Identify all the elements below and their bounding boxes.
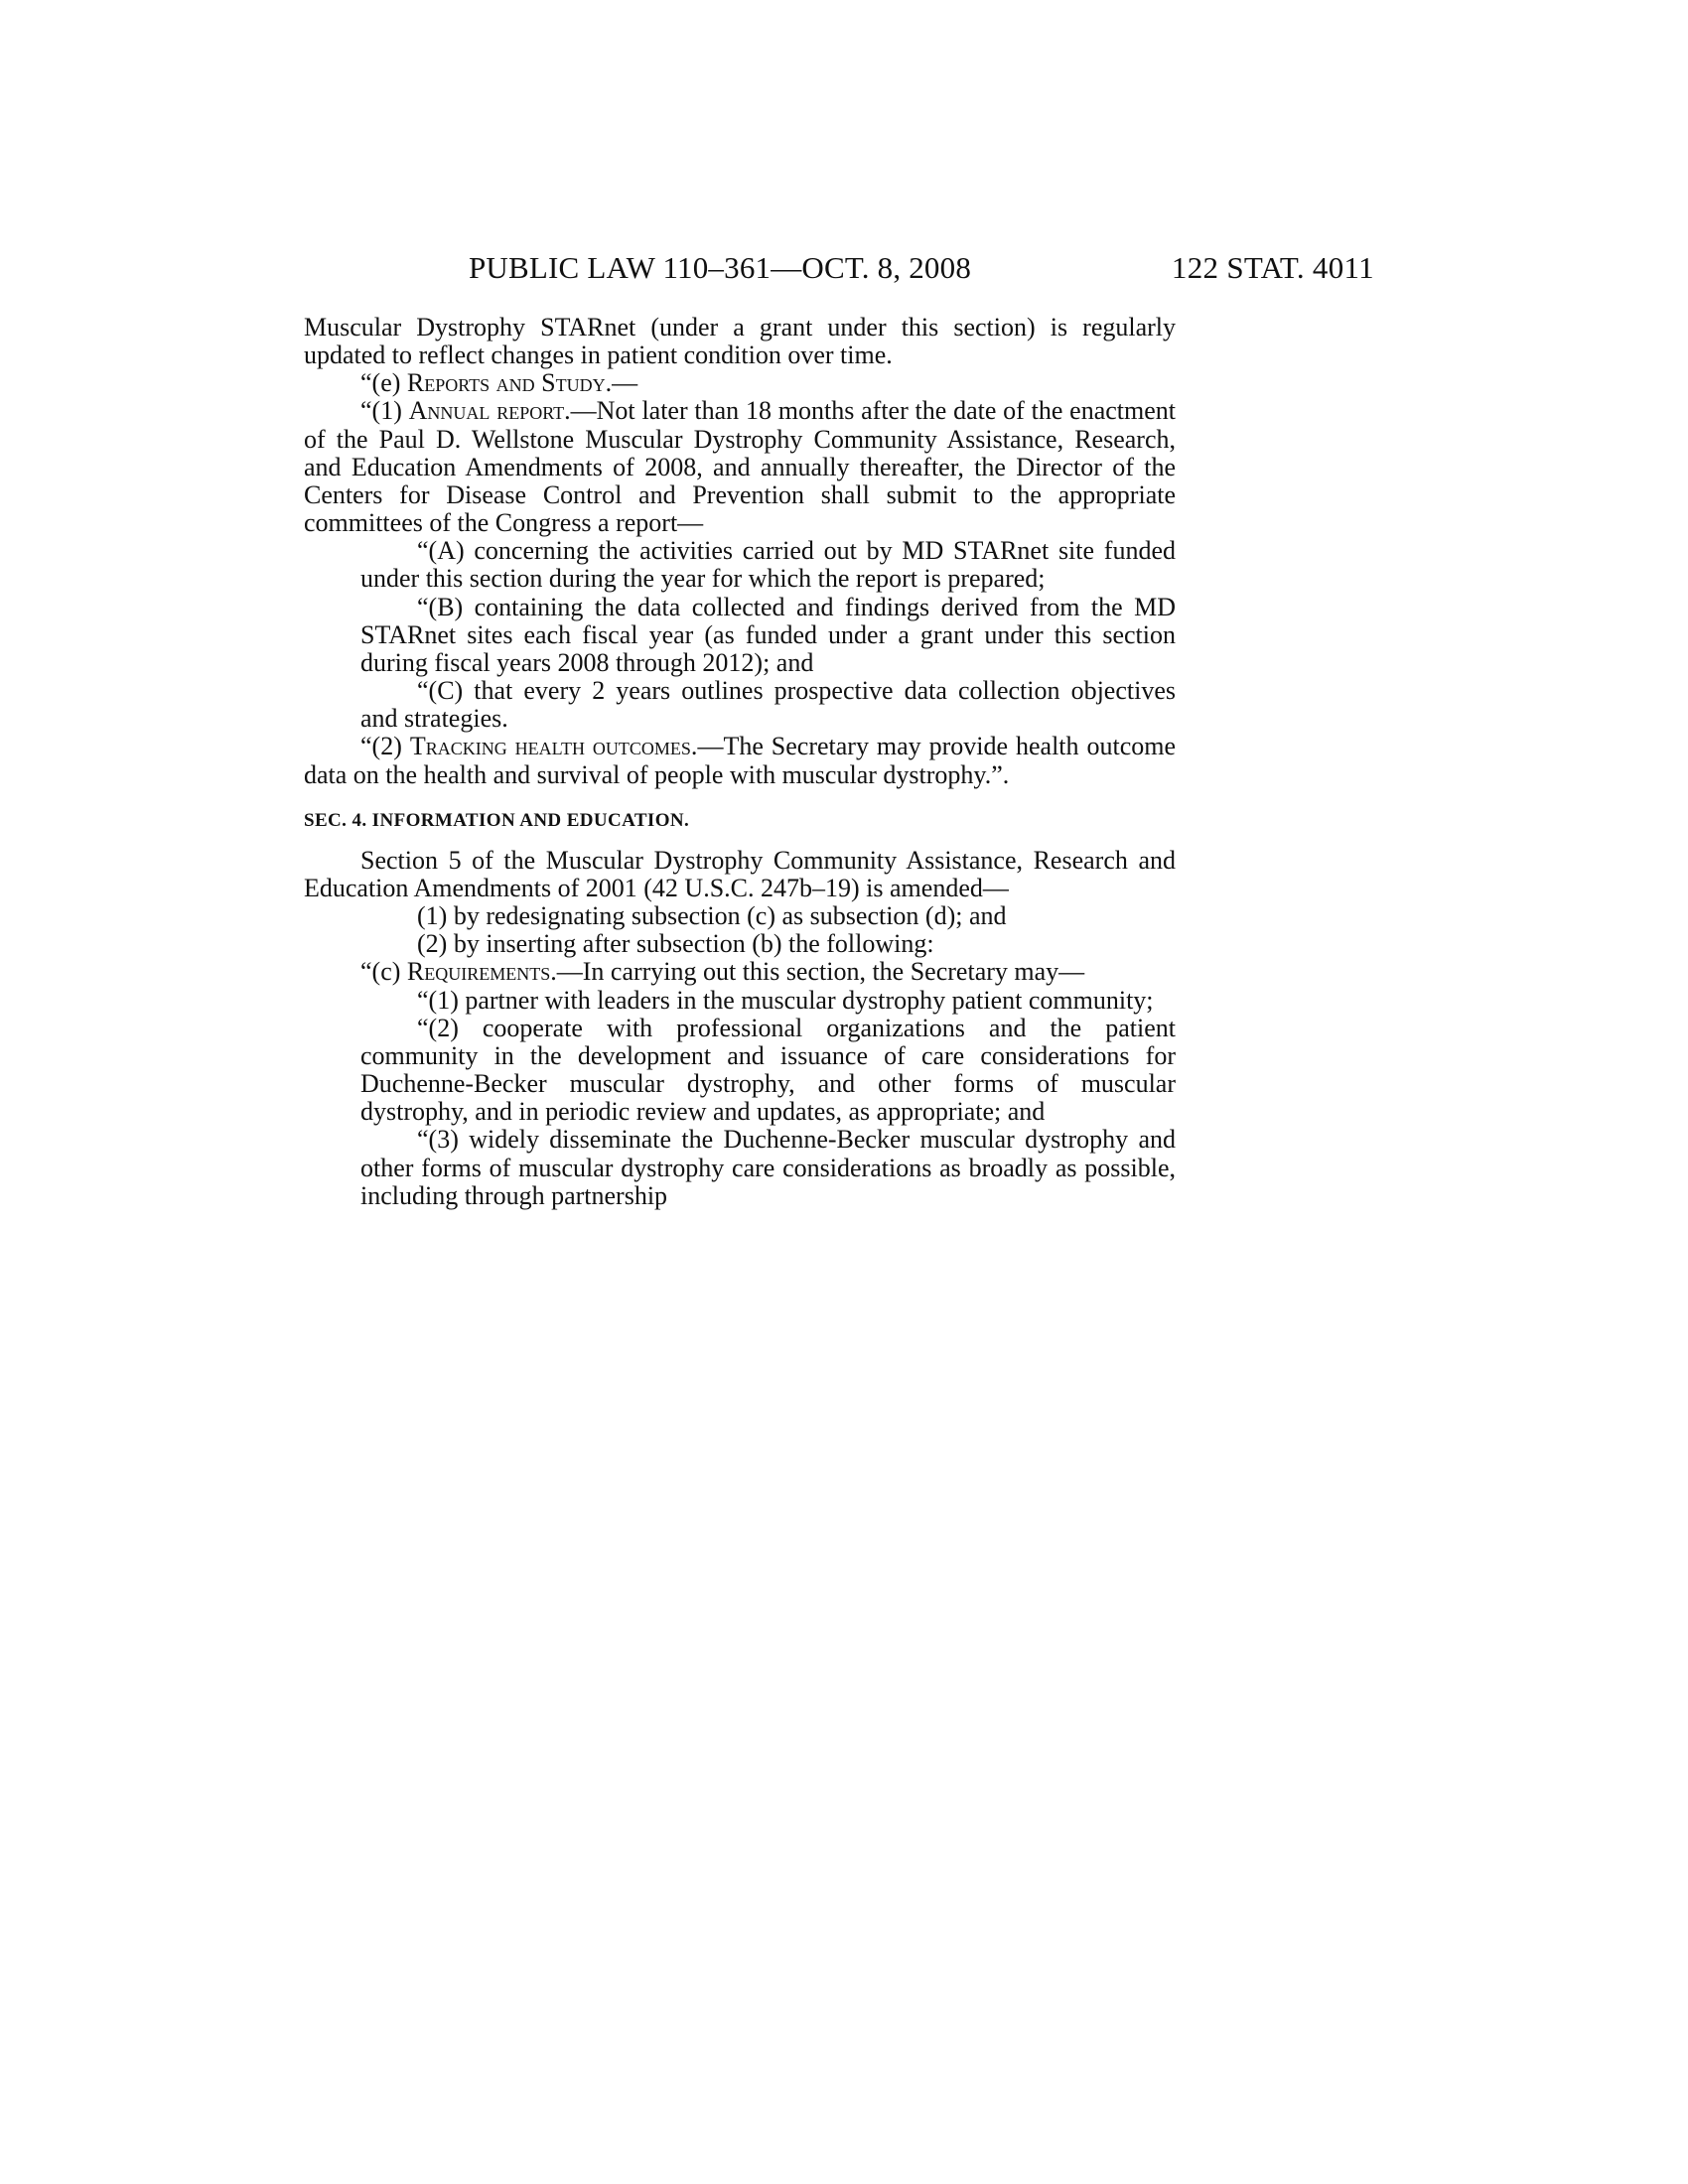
paragraph-c2: “(2) cooperate with professional organizations and the patient community in the development and issuance of care considerations for Duchenne-Becker muscular dystrophy, and other forms of muscular dystrophy, and in periodic review and updates, as appropriate; and	[360, 1013, 1176, 1127]
running-head: PUBLIC LAW 110–361—OCT. 8, 2008	[468, 250, 972, 285]
subparagraph-e1c: “(C) that every 2 years outlines prospective data collection objectives and strategies.	[360, 676, 1176, 734]
subsection-c-text: —In carrying out this section, the Secretary may—	[556, 957, 1085, 987]
subsection-c-open: “(c)	[360, 957, 407, 987]
paragraph-e1-label: Annual report.	[408, 396, 571, 426]
section-4-item-2: (2) by inserting after subsection (b) the following:	[417, 929, 934, 959]
section-4-intro: Section 5 of the Muscular Dystrophy Community Assistance, Research and Education Amendments of 2001 (42 U.S.C. 247b–19) is amended—	[304, 845, 1176, 902]
paragraph-e2	[304, 733, 1176, 788]
paragraph-e2-text: —The Secretary may provide health outcome data on the health and survival of people with muscular dystrophy.”.	[304, 732, 1176, 789]
paragraph-e1	[304, 397, 1176, 537]
stat-page-number: 122 STAT. 4011	[1171, 250, 1374, 285]
paragraph-e2-label: Tracking health outcomes.	[409, 732, 698, 761]
subsection-e-dash: —	[612, 368, 638, 398]
subsection-e-heading	[304, 369, 1176, 397]
running-header	[429, 250, 1374, 290]
section-4-heading: SEC. 4. INFORMATION AND EDUCATION.	[304, 809, 690, 831]
paragraph-continuation: Muscular Dystrophy STARnet (under a grant under this section) is regularly updated to reflect changes in patient condition over time.	[304, 313, 1176, 370]
paragraph-e2-open: “(2)	[360, 732, 410, 761]
paragraph-e1-open: “(1)	[360, 396, 409, 426]
section-4-item-1: (1) by redesignating subsection (c) as subsection (d); and	[417, 901, 1007, 931]
subparagraph-e1a: “(A) concerning the activities carried out by MD STARnet site funded under this section during the year for which the report is prepared;	[360, 536, 1176, 594]
paragraph-c3: “(3) widely disseminate the Duchenne-Becker muscular dystrophy and other forms of muscular dystrophy care considerations as broadly as possible, including through partnership	[360, 1125, 1176, 1210]
subparagraph-e1b: “(B) containing the data collected and findings derived from the MD STARnet sites each fiscal year (as funded under a grant under this section during fiscal years 2008 through 2012); and	[360, 592, 1176, 677]
page-body	[304, 314, 1176, 1210]
subsection-c-label: Requirements.	[406, 957, 557, 987]
subsection-c	[304, 958, 1176, 986]
paragraph-c1: “(1) partner with leaders in the muscular dystrophy patient community;	[417, 985, 1154, 1015]
subsection-e-label: Reports and Study.	[406, 368, 613, 398]
paragraph-e1-text: —Not later than 18 months after the date of the enactment of the Paul D. Wellstone Muscular Dystrophy Community Assistance, Research, and Education Amendments of 2008, and annually thereafter, the Director of the Centers for Disease Control and Prevention shall submit to the appropriate committees of the Congress a report—	[304, 396, 1177, 538]
subsection-e-open: “(e)	[360, 368, 407, 398]
